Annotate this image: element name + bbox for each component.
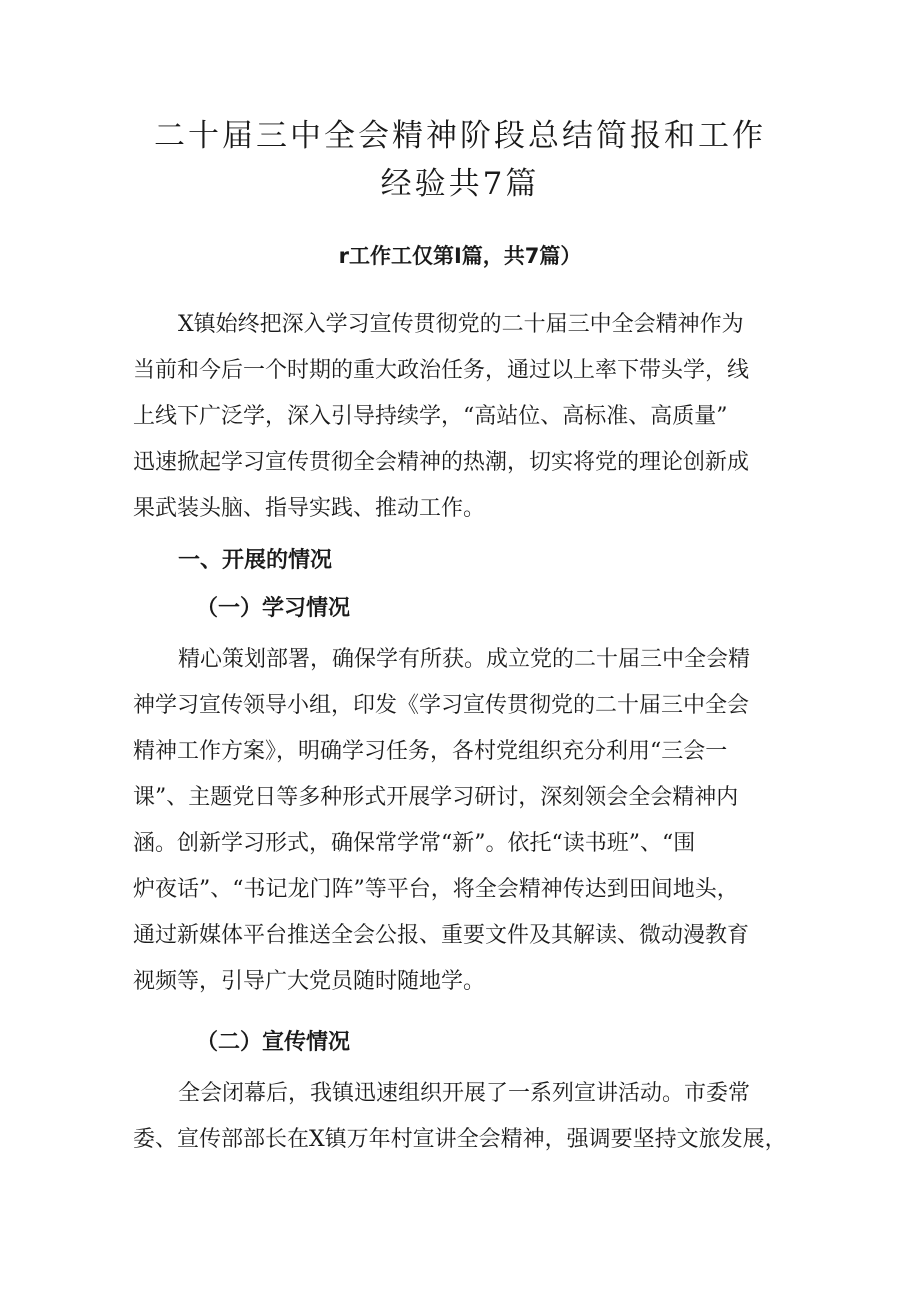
- intro-line-1: X镇始终把深入学习宣传贯彻党的二十届三中全会精神作为: [178, 312, 744, 337]
- sub1-line-3: 精神工作方案》，明确学习任务，各村党组织充分利用“三会一: [133, 739, 728, 764]
- intro-line-4: 迅速掀起学习宣传贯彻全会精神的热潮，切实将党的理论创新成: [133, 450, 750, 475]
- intro-line-2: 当前和今后一个时期的重大政治任务，通过以上率下带头学，线: [133, 358, 750, 383]
- document-title-line-1: 二十届三中全会精神阶段总结简报和工作: [154, 118, 766, 154]
- sub2-line-1: 全会闭幕后，我镇迅速组织开展了一系列宣讲活动。市委常: [178, 1081, 751, 1106]
- sub1-line-2: 神学习宣传领导小组，印发《学习宣传贯彻党的二十届三中全会: [133, 693, 750, 718]
- intro-line-5: 果武装头脑、指导实践、推动工作。: [133, 496, 486, 521]
- sub1-line-1: 精心策划部署，确保学有所获。成立党的二十届三中全会精: [178, 647, 751, 672]
- sub1-line-7: 通过新媒体平台推送全会公报、重要文件及其解读、微动漫教育: [133, 923, 750, 948]
- sub2-line-2: 委、宣传部部长在X镇万年村宣讲全会精神，强调要坚持文旅发展，: [133, 1127, 787, 1152]
- sub-heading-2: （二）宣传情况: [196, 1030, 351, 1055]
- sub1-line-5: 涵。创新学习形式，确保常学常“新”。依托“读书班”、“围: [133, 831, 696, 856]
- document-subtitle: r工作工仅第I篇，共7篇）: [338, 244, 582, 268]
- document-title-line-2: 经验共7篇: [380, 166, 540, 202]
- sub1-line-6: 炉夜话”、“书记龙门阵”等平台，将全会精神传达到田间地头，: [133, 877, 739, 902]
- sub1-line-4: 课”、主题党日等多种形式开展学习研讨，深刻领会全会精神内: [133, 785, 739, 810]
- section-heading-1: 一、开展的情况: [178, 548, 333, 573]
- intro-line-3: 上线下广泛学，深入引导持续学，“高站位、高标准、高质量”: [133, 404, 728, 429]
- sub1-line-8: 视频等，引导广大党员随时随地学。: [133, 969, 486, 994]
- sub-heading-1: （一）学习情况: [196, 596, 351, 621]
